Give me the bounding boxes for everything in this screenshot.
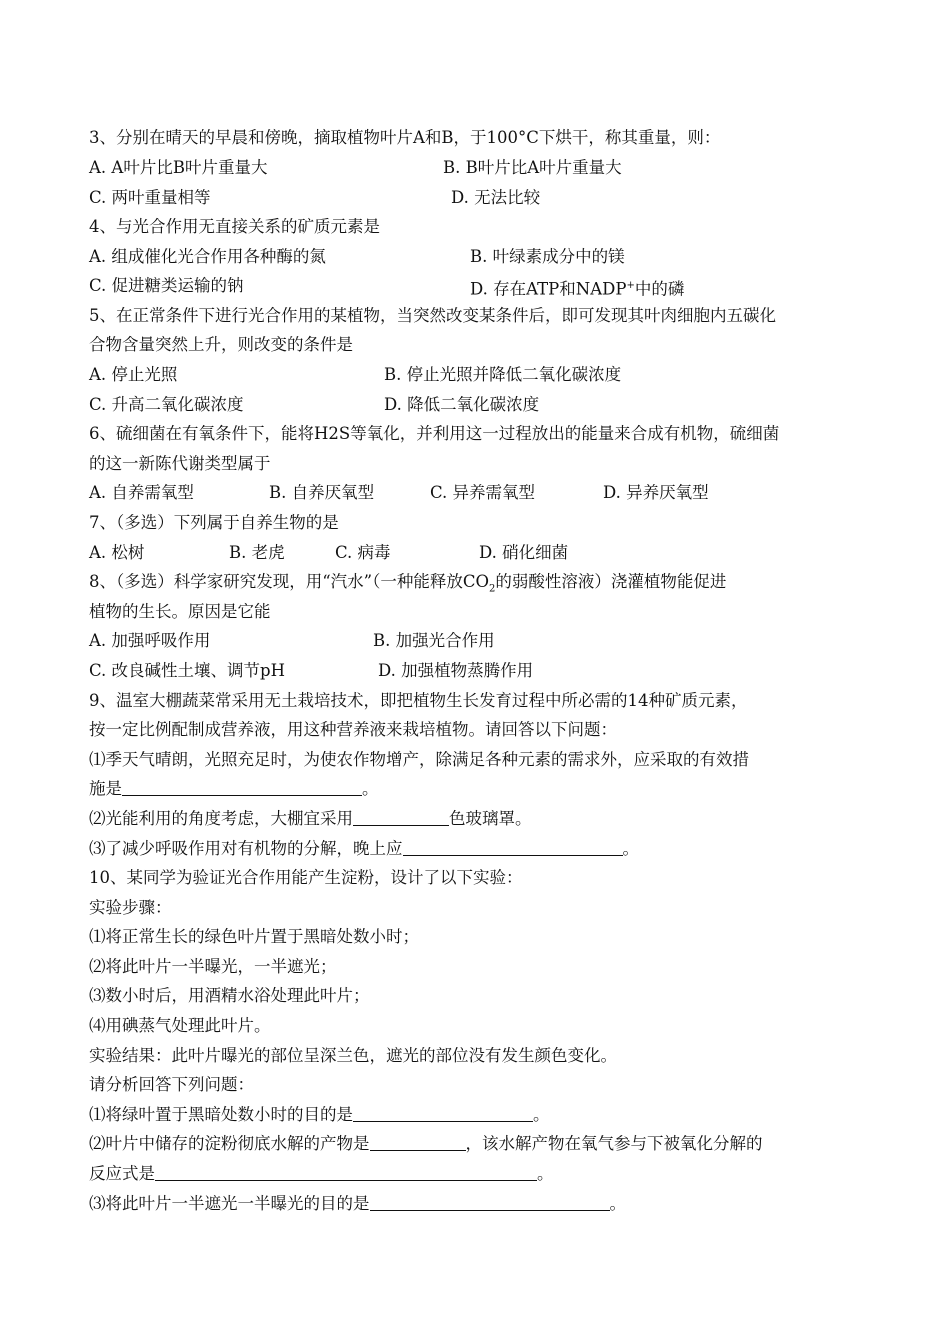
question-8-stem-subscript: 2 [489,583,496,595]
question-10-answer-3 [89,1193,626,1215]
answer-blank[interactable] [353,809,449,826]
question-8-stem-suffix: 的弱酸性溶液）浇灌植物能促进 [495,572,727,591]
question-9-part-2-text: ⑵光能利用的角度考虑，大棚宜采用 [89,809,353,828]
question-9-part-1-line-2 [89,778,379,800]
question-10-answer-2-mid: ，该水解产物在氧气参与下被氧化分解的 [465,1134,763,1153]
question-10-ask: 请分析回答下列问题： [89,1075,254,1094]
question-9-part-3 [89,838,639,860]
question-7-stem: 7、（多选）下列属于自养生物的是 [89,513,339,532]
question-10-answer-1-text: ⑴将绿叶置于黑暗处数小时的目的是 [89,1105,353,1124]
question-10-step-2: ⑵将此叶片一半曝光，一半遮光； [89,957,337,976]
question-6-option-b: B. 自养厌氧型 [269,483,375,502]
question-8-stem-prefix: 8、（多选）科学家研究发现，用“汽水”（一种能释放CO [89,572,490,591]
answer-blank[interactable] [370,1194,610,1211]
question-9-part-2-end: 色玻璃罩。 [449,809,532,828]
question-10-step-1: ⑴将正常生长的绿色叶片置于黑暗处数小时； [89,927,419,946]
answer-blank[interactable] [155,1164,537,1181]
question-7-option-d: D. 硝化细菌 [479,543,569,562]
question-8-stem-line-2: 植物的生长。原因是它能 [89,602,271,621]
question-7-option-a: A. 松树 [89,543,145,562]
question-8-option-b: B. 加强光合作用 [373,631,495,650]
question-4-option-d [470,275,684,301]
question-10-step-4: ⑷用碘蒸气处理此叶片。 [89,1016,271,1035]
question-4-option-b: B. 叶绿素成分中的镁 [470,247,625,266]
question-4-stem: 4、与光合作用无直接关系的矿质元素是 [89,217,380,236]
question-5-stem-line-2: 合物含量突然上升，则改变的条件是 [89,335,353,354]
question-4-option-a: A. 组成催化光合作用各种酶的氮 [89,247,326,266]
question-5-option-c: C. 升高二氧化碳浓度 [89,395,244,414]
question-10-answer-3-end: 。 [609,1194,626,1213]
answer-blank[interactable] [370,1134,466,1151]
question-10-answer-2-formula-label: 反应式是 [89,1164,155,1183]
question-10-step-3: ⑶数小时后，用酒精水浴处理此叶片； [89,986,370,1005]
question-5-option-a: A. 停止光照 [89,365,178,384]
question-7-option-c: C. 病毒 [335,543,391,562]
question-4-option-d-superscript: + [626,280,635,291]
answer-blank[interactable] [353,1105,533,1122]
question-10-stem: 10、某同学为验证光合作用能产生淀粉，设计了以下实验： [89,868,523,887]
question-6-stem-line-2: 的这一新陈代谢类型属于 [89,454,271,473]
question-4-option-d-suffix: 中的磷 [634,279,685,299]
question-10-answer-2-end: 。 [537,1164,554,1183]
question-10-answer-3-text: ⑶将此叶片一半遮光一半曝光的目的是 [89,1194,370,1213]
question-3-option-a: A. A叶片比B叶片重量大 [89,158,268,177]
question-9-part-3-text: ⑶了减少呼吸作用对有机物的分解，晚上应 [89,839,403,858]
question-9-stem-line-1: 9、温室大棚蔬菜常采用无土栽培技术，即把植物生长发育过程中所必需的14种矿质元素， [89,691,748,710]
question-10-answer-2-text: ⑵叶片中储存的淀粉彻底水解的产物是 [89,1134,370,1153]
question-3-option-d: D. 无法比较 [451,188,541,207]
question-7-option-b: B. 老虎 [229,543,285,562]
question-10-answer-2-line-2 [89,1163,554,1185]
question-3-stem: 3、分别在晴天的早晨和傍晚，摘取植物叶片A和B，于100°C下烘干，称其重量，则： [89,128,721,147]
question-9-part-1-end: 。 [362,779,379,798]
question-3-option-b: B. B叶片比A叶片重量大 [443,158,622,177]
question-6-option-c: C. 异养需氧型 [430,483,536,502]
question-3-option-c: C. 两叶重量相等 [89,188,211,207]
question-8-stem-line-1 [89,571,726,600]
question-9-stem-line-2: 按一定比例配制成营养液，用这种营养液来栽培植物。请回答以下问题： [89,720,617,739]
question-10-answer-2-line-1 [89,1133,763,1155]
question-5-stem-line-1: 5、在正常条件下进行光合作用的某植物，当突然改变某条件后，即可发现其叶肉细胞内五碳化 [89,306,776,325]
question-9-part-1-text: 施是 [89,779,122,798]
answer-blank[interactable] [122,779,362,796]
question-10-result: 实验结果：此叶片曝光的部位呈深兰色，遮光的部位没有发生颜色变化。 [89,1046,617,1065]
question-5-option-b: B. 停止光照并降低二氧化碳浓度 [384,365,622,384]
question-4-option-d-prefix: D. 存在ATP和NADP [470,279,627,299]
question-6-option-a: A. 自养需氧型 [89,483,194,502]
question-5-option-d: D. 降低二氧化碳浓度 [384,395,540,414]
question-8-option-a: A. 加强呼吸作用 [89,631,211,650]
question-10-steps-title: 实验步骤： [89,898,172,917]
question-4-option-c: C. 促进糖类运输的钠 [89,276,244,295]
answer-blank[interactable] [403,839,623,856]
question-6-stem-line-1: 6、硫细菌在有氧条件下，能将H2S等氧化，并利用这一过程放出的能量来合成有机物，硫细菌 [89,424,780,443]
question-6-option-d: D. 异养厌氧型 [603,483,709,502]
question-8-option-d: D. 加强植物蒸腾作用 [378,661,534,680]
question-8-option-c: C. 改良碱性土壤、调节pH [89,661,285,680]
question-10-answer-1 [89,1104,550,1126]
question-9-part-2 [89,808,532,830]
question-10-answer-1-end: 。 [533,1105,550,1124]
question-9-part-3-end: 。 [622,839,639,858]
question-9-part-1-line-1: ⑴季天气晴朗，光照充足时，为使农作物增产，除满足各种元素的需求外，应采取的有效措 [89,750,749,769]
